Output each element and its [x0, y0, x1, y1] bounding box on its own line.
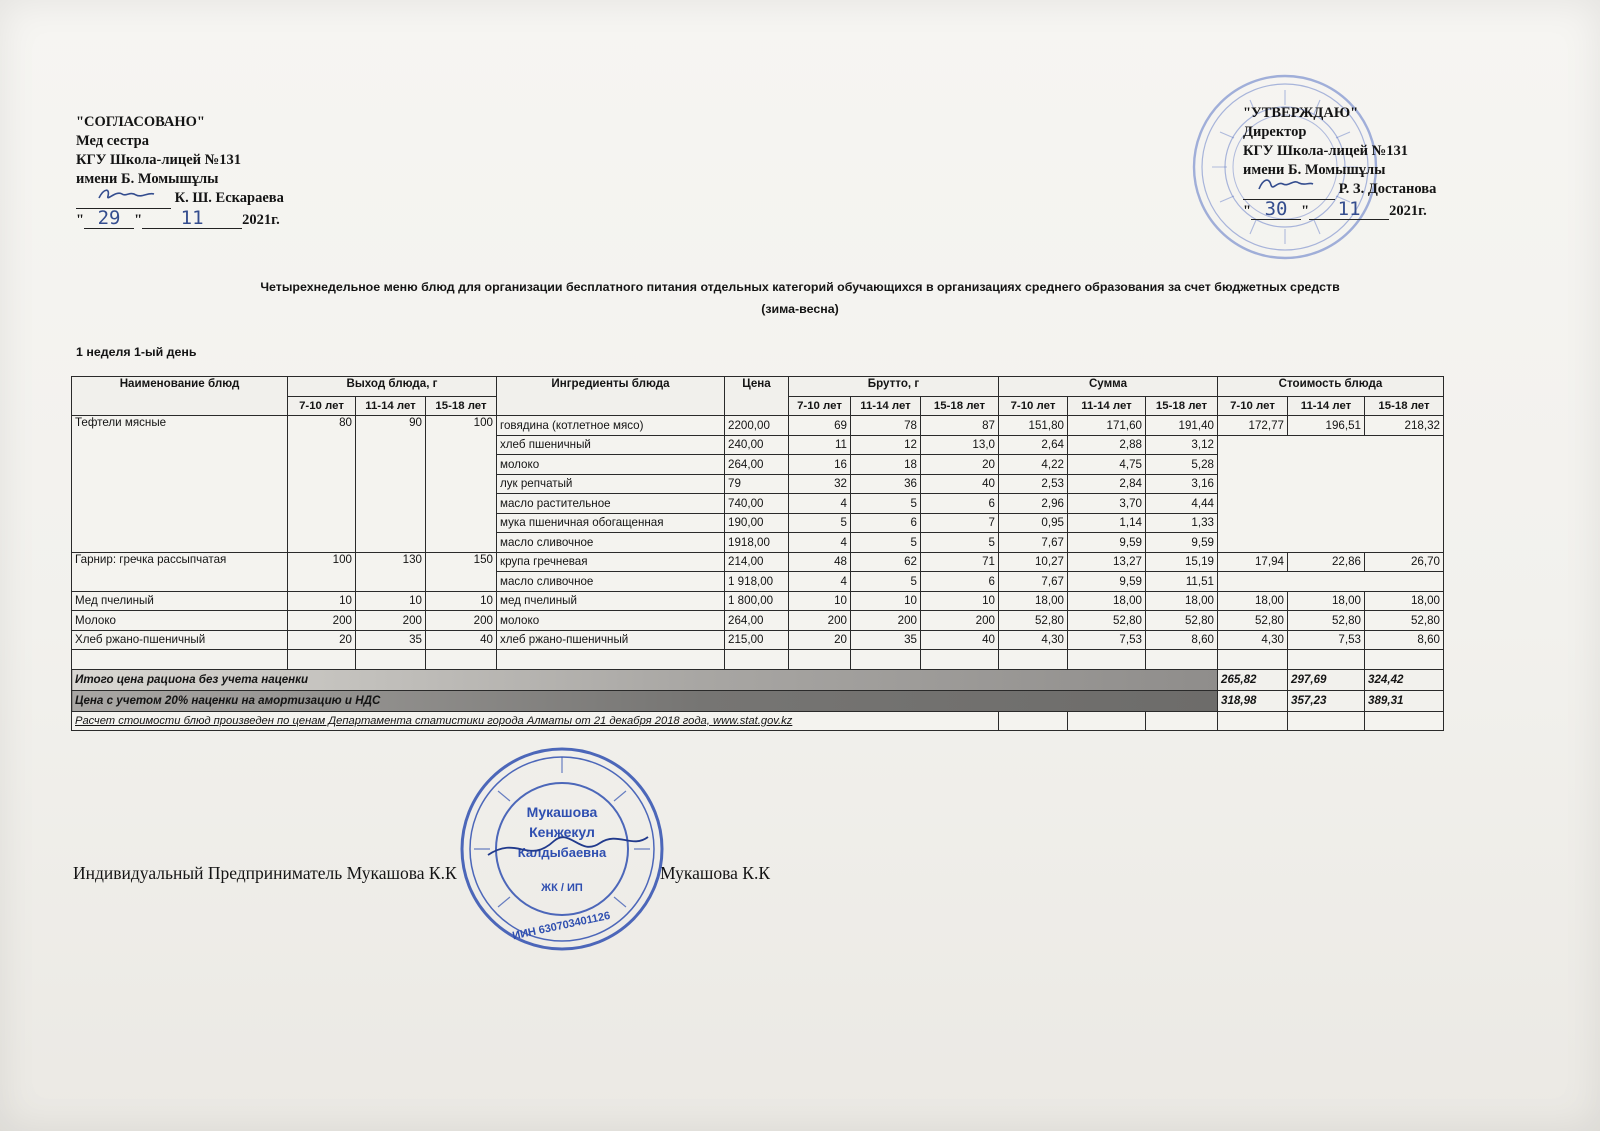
sum-value: 13,27 — [1068, 552, 1146, 572]
approval-right-month: 11 — [1309, 200, 1389, 220]
stamp-line-3: Калдыбаевна — [517, 845, 607, 860]
brutto-value: 200 — [921, 611, 999, 631]
brutto-value: 7 — [921, 513, 999, 533]
dish-output: 40 — [426, 630, 497, 650]
stamp-line-2: Кенжекул — [529, 824, 595, 840]
header-age: 11-14 лет — [851, 396, 921, 416]
approval-right-heading: "УТВЕРЖДАЮ" — [1243, 105, 1359, 121]
total-value: 297,69 — [1288, 669, 1365, 690]
brutto-value: 13,0 — [921, 435, 999, 455]
table-row — [72, 416, 1444, 436]
header-age: 7-10 лет — [789, 396, 851, 416]
approval-left-month: 11 — [142, 209, 242, 229]
dish-output: 10 — [356, 591, 426, 611]
sum-value: 4,44 — [1146, 494, 1218, 514]
approval-right-signer: Р. З. Достанова — [1338, 181, 1437, 197]
ingredient-price: 1 918,00 — [725, 572, 789, 592]
brutto-value: 40 — [921, 630, 999, 650]
approval-right-sign-line — [1243, 180, 1436, 200]
ingredient-price: 214,00 — [725, 552, 789, 572]
sum-value: 9,59 — [1068, 533, 1146, 553]
sum-value: 7,67 — [999, 572, 1068, 592]
sum-value: 1,33 — [1146, 513, 1218, 533]
dish-output: 100 — [288, 552, 356, 591]
brutto-value: 12 — [851, 435, 921, 455]
markup-value: 389,31 — [1365, 690, 1444, 711]
brutto-value: 6 — [851, 513, 921, 533]
brutto-value: 4 — [789, 533, 851, 553]
dish-name: Тефтели мясные — [72, 416, 288, 553]
dish-cost: 22,86 — [1288, 552, 1365, 572]
brutto-value: 6 — [921, 572, 999, 592]
approval-right-year: 2021г. — [1389, 203, 1427, 219]
dish-cost: 196,51 — [1288, 416, 1365, 436]
header-age: 11-14 лет — [1068, 396, 1146, 416]
brutto-value: 6 — [921, 494, 999, 514]
table-row — [72, 630, 1444, 650]
price-source-note: Расчет стоимости блюд произведен по ценам Департамента статистики города Алматы от 21 декабря 2018 года, www.stat.gov.kz — [72, 711, 999, 731]
sum-value: 5,28 — [1146, 455, 1218, 475]
dish-cost: 52,80 — [1365, 611, 1444, 631]
sum-value: 4,22 — [999, 455, 1068, 475]
ingredient-price: 79 — [725, 474, 789, 494]
dish-output: 100 — [426, 416, 497, 553]
sum-value: 3,70 — [1068, 494, 1146, 514]
empty-row — [72, 650, 1444, 670]
ingredient-name: хлеб ржано-пшеничный — [497, 630, 725, 650]
dish-cost: 26,70 — [1365, 552, 1444, 572]
dish-output: 150 — [426, 552, 497, 591]
sum-value: 2,88 — [1068, 435, 1146, 455]
approval-left-org2: имени Б. Момышұлы — [76, 171, 219, 187]
ingredient-name: масло растительное — [497, 494, 725, 514]
header-age: 7-10 лет — [1218, 396, 1288, 416]
sum-value: 4,75 — [1068, 455, 1146, 475]
header-brutto: Брутто, г — [789, 377, 999, 397]
sum-value: 3,12 — [1146, 435, 1218, 455]
sum-value: 11,51 — [1146, 572, 1218, 592]
dish-output: 35 — [356, 630, 426, 650]
dish-output: 80 — [288, 416, 356, 553]
sum-value: 52,80 — [999, 611, 1068, 631]
dish-output: 10 — [426, 591, 497, 611]
dish-cost: 52,80 — [1218, 611, 1288, 631]
header-sum: Сумма — [999, 377, 1218, 397]
dish-cost: 52,80 — [1288, 611, 1365, 631]
ingredient-price: 1918,00 — [725, 533, 789, 553]
sum-value: 8,60 — [1146, 630, 1218, 650]
header-price: Цена — [725, 377, 789, 416]
sum-value: 171,60 — [1068, 416, 1146, 436]
table-row — [72, 591, 1444, 611]
sum-value: 7,67 — [999, 533, 1068, 553]
sum-value: 2,96 — [999, 494, 1068, 514]
sum-value: 52,80 — [1146, 611, 1218, 631]
sum-value: 18,00 — [1068, 591, 1146, 611]
header-age: 15-18 лет — [921, 396, 999, 416]
stamp-line-5: ИИН 630703401126 — [511, 909, 612, 943]
ingredient-name: молоко — [497, 455, 725, 475]
approval-right — [1243, 104, 1436, 221]
ingredient-name: лук репчатый — [497, 474, 725, 494]
ingredient-price: 1 800,00 — [725, 591, 789, 611]
brutto-value: 10 — [921, 591, 999, 611]
handwritten-signature-left — [96, 186, 156, 204]
dish-output: 130 — [356, 552, 426, 591]
ingredient-price: 264,00 — [725, 611, 789, 631]
brutto-value: 32 — [789, 474, 851, 494]
cost-merged-cell — [1218, 435, 1444, 552]
header-age: 7-10 лет — [288, 396, 356, 416]
dish-output: 90 — [356, 416, 426, 553]
header-age: 7-10 лет — [999, 396, 1068, 416]
brutto-value: 5 — [789, 513, 851, 533]
brutto-value: 4 — [789, 494, 851, 514]
brutto-value: 69 — [789, 416, 851, 436]
approval-left-signer: К. Ш. Ескараева — [174, 190, 284, 206]
dish-output: 200 — [356, 611, 426, 631]
header-ingredients: Ингредиенты блюда — [497, 377, 725, 416]
ingredient-price: 215,00 — [725, 630, 789, 650]
entrepreneur-round-stamp — [458, 745, 666, 953]
sum-value: 4,30 — [999, 630, 1068, 650]
brutto-value: 16 — [789, 455, 851, 475]
approval-right-org: КГУ Школа-лицей №131 — [1243, 143, 1408, 159]
brutto-value: 18 — [851, 455, 921, 475]
dish-cost: 8,60 — [1365, 630, 1444, 650]
brutto-value: 78 — [851, 416, 921, 436]
sum-value: 151,80 — [999, 416, 1068, 436]
approval-left-date: " 29 " 11 2021г. — [76, 207, 280, 229]
brutto-value: 10 — [851, 591, 921, 611]
document-title — [70, 276, 1530, 320]
stamp-line-1: Мукашова — [526, 804, 598, 820]
entrepreneur-label: Индивидуальный Предприниматель Мукашова К.К — [73, 863, 457, 883]
handwritten-signature-right — [1257, 175, 1315, 195]
title-line-1: Четырехнедельное меню блюд для организации бесплатного питания отдельных категорий обучающихся в организациях среднего образования за счет бюджетных средств — [260, 280, 1340, 294]
dish-name: Гарнир: гречка рассыпчатая — [72, 552, 288, 591]
markup-label: Цена с учетом 20% наценки на амортизацию и НДС — [72, 690, 1218, 711]
brutto-value: 200 — [789, 611, 851, 631]
header-age: 15-18 лет — [1365, 396, 1444, 416]
approval-left-year: 2021г. — [242, 212, 280, 228]
dish-name: Хлеб ржано-пшеничный — [72, 630, 288, 650]
ingredient-name: говядина (котлетное мясо) — [497, 416, 725, 436]
approval-right-position: Директор — [1243, 124, 1307, 140]
sum-value: 15,19 — [1146, 552, 1218, 572]
ingredient-price: 2200,00 — [725, 416, 789, 436]
sum-value: 10,27 — [999, 552, 1068, 572]
brutto-value: 20 — [789, 630, 851, 650]
brutto-value: 10 — [789, 591, 851, 611]
brutto-value: 36 — [851, 474, 921, 494]
ingredient-name: крупа гречневая — [497, 552, 725, 572]
dish-output: 10 — [288, 591, 356, 611]
total-row — [72, 669, 1444, 690]
approval-left-org: КГУ Школа-лицей №131 — [76, 152, 241, 168]
approval-left-day: 29 — [84, 209, 134, 229]
table-row — [72, 552, 1444, 572]
sum-value: 9,59 — [1146, 533, 1218, 553]
total-value: 265,82 — [1218, 669, 1288, 690]
signature-left — [76, 189, 171, 209]
ingredient-price: 264,00 — [725, 455, 789, 475]
brutto-value: 87 — [921, 416, 999, 436]
dish-cost: 172,77 — [1218, 416, 1288, 436]
sum-value: 3,16 — [1146, 474, 1218, 494]
sum-value: 191,40 — [1146, 416, 1218, 436]
brutto-value: 71 — [921, 552, 999, 572]
note-row — [72, 711, 1444, 731]
dish-cost: 18,00 — [1218, 591, 1288, 611]
dish-cost: 17,94 — [1218, 552, 1288, 572]
sum-value: 0,95 — [999, 513, 1068, 533]
header-age: 11-14 лет — [356, 396, 426, 416]
sum-value: 52,80 — [1068, 611, 1146, 631]
brutto-value: 4 — [789, 572, 851, 592]
approval-right-date: " 30 " 11 2021г. — [1243, 198, 1427, 220]
dish-output: 20 — [288, 630, 356, 650]
header-age: 15-18 лет — [426, 396, 497, 416]
menu-table — [71, 376, 1444, 731]
brutto-value: 11 — [789, 435, 851, 455]
brutto-value: 200 — [851, 611, 921, 631]
approval-left-heading: "СОГЛАСОВАНО" — [76, 114, 205, 130]
dish-cost: 18,00 — [1365, 591, 1444, 611]
markup-row — [72, 690, 1444, 711]
brutto-value: 5 — [851, 572, 921, 592]
ingredient-name: хлеб пшеничный — [497, 435, 725, 455]
total-value: 324,42 — [1365, 669, 1444, 690]
header-age: 11-14 лет — [1288, 396, 1365, 416]
dish-cost: 18,00 — [1288, 591, 1365, 611]
header-cost: Стоимость блюда — [1218, 377, 1444, 397]
ingredient-name: мед пчелиный — [497, 591, 725, 611]
brutto-value: 62 — [851, 552, 921, 572]
cost-merged-cell — [1218, 572, 1444, 592]
brutto-value: 40 — [921, 474, 999, 494]
ingredient-price: 240,00 — [725, 435, 789, 455]
sum-value: 18,00 — [999, 591, 1068, 611]
signature-right — [1243, 180, 1335, 200]
brutto-value: 5 — [921, 533, 999, 553]
dish-output: 200 — [288, 611, 356, 631]
approval-right-day: 30 — [1251, 200, 1301, 220]
approval-left-position: Мед сестра — [76, 133, 149, 149]
markup-value: 318,98 — [1218, 690, 1288, 711]
sum-value: 1,14 — [1068, 513, 1146, 533]
sum-value: 9,59 — [1068, 572, 1146, 592]
ingredient-name: мука пшеничная обогащенная — [497, 513, 725, 533]
brutto-value: 35 — [851, 630, 921, 650]
dish-name: Молоко — [72, 611, 288, 631]
sum-value: 7,53 — [1068, 630, 1146, 650]
approval-left — [76, 113, 284, 230]
brutto-value: 5 — [851, 533, 921, 553]
dish-output: 200 — [426, 611, 497, 631]
approval-right-org2: имени Б. Момышұлы — [1243, 162, 1386, 178]
title-line-2: (зима-весна) — [761, 302, 839, 316]
stamp-line-4: ЖК / ИП — [541, 882, 583, 894]
brutto-value: 48 — [789, 552, 851, 572]
header-dish-name: Наименование блюд — [72, 377, 288, 416]
entrepreneur-signer: Мукашова К.К — [660, 863, 770, 883]
brutto-value: 5 — [851, 494, 921, 514]
ingredient-name: молоко — [497, 611, 725, 631]
ingredient-name: масло сливочное — [497, 533, 725, 553]
markup-value: 357,23 — [1288, 690, 1365, 711]
ingredient-price: 740,00 — [725, 494, 789, 514]
approval-left-sign-line — [76, 189, 284, 209]
week-day-label: 1 неделя 1-ый день — [76, 345, 197, 359]
brutto-value: 20 — [921, 455, 999, 475]
sum-value: 2,84 — [1068, 474, 1146, 494]
ingredient-name: масло сливочное — [497, 572, 725, 592]
sum-value: 2,53 — [999, 474, 1068, 494]
total-label: Итого цена рациона без учета наценки — [72, 669, 1218, 690]
dish-cost: 7,53 — [1288, 630, 1365, 650]
ingredient-price: 190,00 — [725, 513, 789, 533]
header-output: Выход блюда, г — [288, 377, 497, 397]
sum-value: 2,64 — [999, 435, 1068, 455]
sum-value: 18,00 — [1146, 591, 1218, 611]
table-row — [72, 611, 1444, 631]
header-age: 15-18 лет — [1146, 396, 1218, 416]
dish-cost: 218,32 — [1365, 416, 1444, 436]
dish-cost: 4,30 — [1218, 630, 1288, 650]
dish-name: Мед пчелиный — [72, 591, 288, 611]
